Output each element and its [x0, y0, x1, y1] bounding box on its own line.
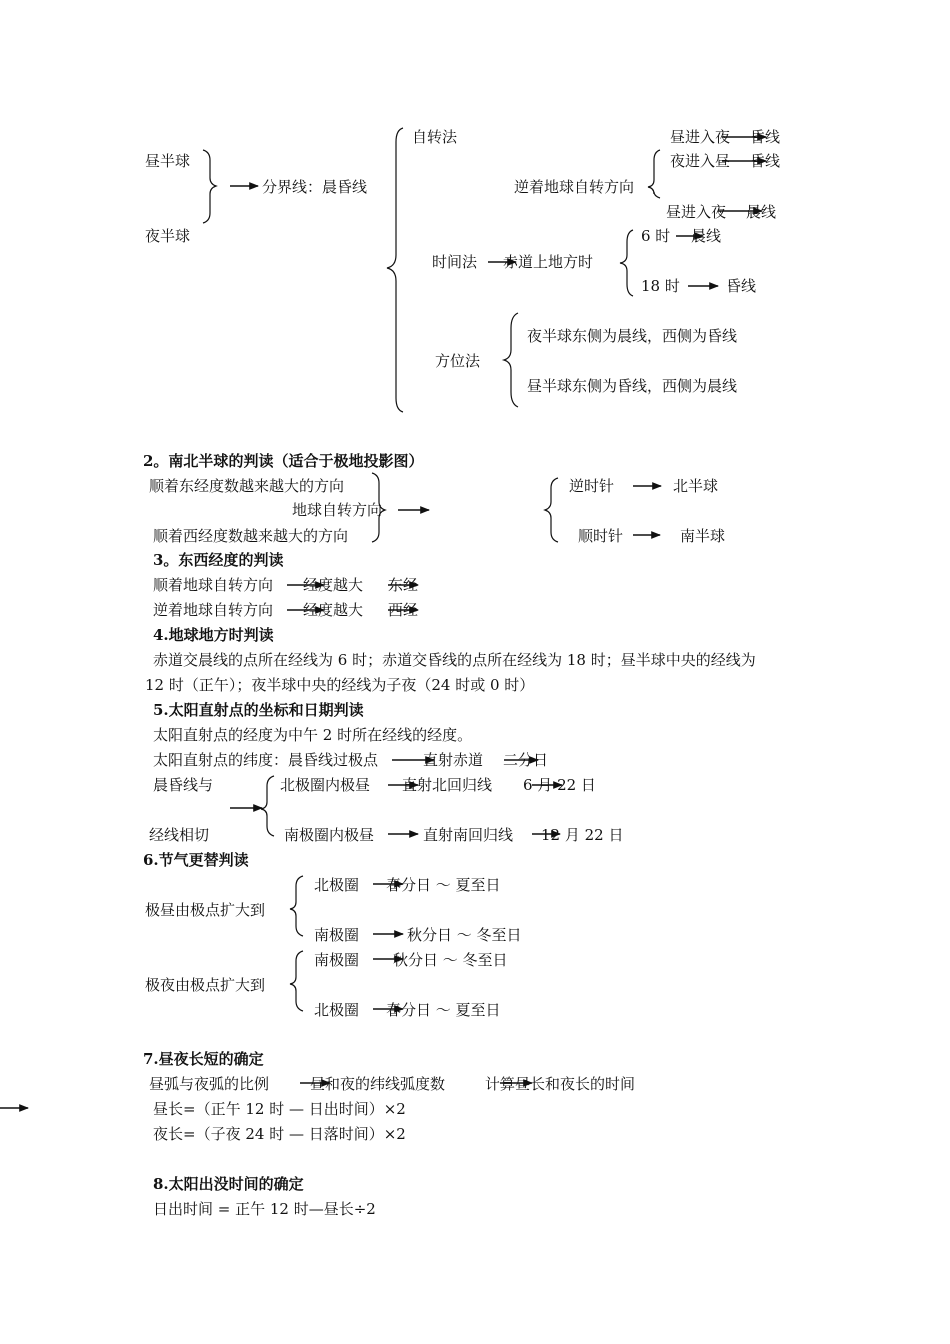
brace-hemispheres — [203, 150, 216, 223]
polar-night-south-range: 秋分日 ～ 冬至日 — [393, 951, 508, 969]
day-rule-text: 昼半球东侧为昏线，西侧为晨线 — [527, 377, 738, 395]
section-6-heading: 6.节气更替判读 — [143, 851, 249, 869]
counterclockwise-text: 逆时针 — [569, 477, 615, 495]
polar-day-south-range: 秋分日 ～ 冬至日 — [407, 926, 522, 944]
six-oclock-label: 6 时 — [641, 227, 671, 245]
boundary-label: 分界线：晨昏线 — [262, 178, 368, 196]
tangent-label-b: 经线相切 — [149, 826, 210, 844]
june-22-text: 6 月 22 日 — [523, 776, 596, 794]
section-4-heading: 4.地球地方时判读 — [153, 626, 274, 644]
longitude-increase-text: 经度越大 — [303, 601, 364, 619]
day-length-formula: 昼长=（正午 12 时 — 日出时间）×2 — [153, 1100, 406, 1118]
night-hemisphere-label: 夜半球 — [145, 227, 191, 245]
december-22-text: 12 月 22 日 — [541, 826, 624, 844]
dusk-line-label: 昏线 — [750, 152, 781, 170]
west-longitude-text: 西经 — [388, 601, 419, 619]
section-8-heading: 8.太阳出没时间的确定 — [153, 1175, 304, 1193]
rotation-direction-label: 逆着地球自转方向 — [514, 178, 635, 196]
polar-day-text: 极昼由极点扩大到 — [145, 901, 266, 919]
arctic-circle-text: 北极圈 — [314, 876, 360, 894]
section-2-heading: 2。南北半球的判读（适合于极地投影图） — [143, 452, 424, 470]
northern-hemisphere-text: 北半球 — [673, 477, 719, 495]
local-time-line-1: 赤道交晨线的点所在经线为 6 时；赤道交昏线的点所在经线为 18 时；昼半球中央的经线为 — [153, 651, 756, 669]
against-rotation-text: 逆着地球自转方向 — [153, 601, 274, 619]
time-method-label: 时间法 — [432, 253, 478, 271]
west-increase-text: 顺着西经度数越来越大的方向 — [153, 527, 349, 545]
rotation-method-label: 自转法 — [412, 128, 458, 146]
direction-method-label: 方位法 — [435, 352, 481, 370]
brace-polar-night — [290, 951, 303, 1011]
polar-night-text: 极夜由极点扩大到 — [145, 976, 266, 994]
antarctic-circle-text: 南极圈 — [314, 926, 360, 944]
subsolar-latitude-text: 太阳直射点的纬度：晨昏线过极点 — [153, 751, 379, 769]
equator-time-label: 赤道上地方时 — [503, 253, 594, 271]
polar-night-north-range: 春分日 ～ 夏至日 — [386, 1001, 501, 1019]
southern-hemisphere-text: 南半球 — [680, 527, 726, 545]
night-rule-text: 夜半球东侧为晨线，西侧为昏线 — [527, 327, 738, 345]
dusk-line-label: 昏线 — [726, 277, 757, 295]
day-to-night-label: 昼进入夜 — [670, 128, 731, 146]
direct-equator-text: 直射赤道 — [423, 751, 484, 769]
rotation-direction-text: 地球自转方向 — [292, 501, 383, 519]
dawn-line-label: 晨线 — [691, 227, 722, 245]
brace-direction — [504, 313, 518, 407]
brace-rotation — [648, 150, 660, 198]
arc-degree-text: 昼和夜的纬线弧度数 — [310, 1075, 446, 1093]
antarctic-polar-day-text: 南极圈内极昼 — [284, 826, 375, 844]
calculate-time-text: 计算昼长和夜长的时间 — [485, 1075, 636, 1093]
brace-time — [620, 230, 633, 296]
dusk-line-label: 昏线 — [750, 128, 781, 146]
eighteen-oclock-label: 18 时 — [641, 277, 680, 295]
antarctic-circle-text: 南极圈 — [314, 951, 360, 969]
equinox-text: 二分日 — [503, 751, 549, 769]
brace-hemi-result — [545, 478, 558, 542]
arctic-circle-text: 北极圈 — [314, 1001, 360, 1019]
tropic-cancer-text: 直射北回归线 — [402, 776, 493, 794]
sunrise-formula: 日出时间 = 正午 12 时—昼长÷2 — [153, 1200, 376, 1218]
subsolar-longitude-text: 太阳直射点的经度为中午 2 时所在经线的经度。 — [153, 726, 473, 744]
arctic-polar-day-text: 北极圈内极昼 — [280, 776, 371, 794]
tropic-capricorn-text: 直射南回归线 — [423, 826, 514, 844]
brace-polar-day — [290, 876, 303, 936]
brace-methods — [387, 128, 403, 412]
east-longitude-text: 东经 — [388, 576, 419, 594]
clockwise-text: 顺时针 — [578, 527, 624, 545]
tangent-label-a: 晨昏线与 — [153, 776, 214, 794]
day-to-night-label: 昼进入夜 — [666, 203, 727, 221]
section-5-heading: 5.太阳直射点的坐标和日期判读 — [153, 701, 364, 719]
polar-day-north-range: 春分日 ～ 夏至日 — [386, 876, 501, 894]
local-time-line-2: 12 时（正午）；夜半球中央的经线为子夜（24 时或 0 时） — [145, 676, 535, 694]
day-hemisphere-label: 昼半球 — [145, 152, 191, 170]
night-length-formula: 夜长=（子夜 24 时 — 日落时间）×2 — [153, 1125, 406, 1143]
with-rotation-text: 顺着地球自转方向 — [153, 576, 274, 594]
arc-ratio-text: 昼弧与夜弧的比例 — [149, 1075, 270, 1093]
section-7-heading: 7.昼夜长短的确定 — [143, 1050, 264, 1068]
brace-tangent — [261, 776, 274, 836]
longitude-increase-text: 经度越大 — [303, 576, 364, 594]
section-3-heading: 3。东西经度的判读 — [153, 551, 284, 569]
night-to-day-label: 夜进入昼 — [670, 152, 731, 170]
east-increase-text: 顺着东经度数越来越大的方向 — [149, 477, 345, 495]
dawn-line-label: 晨线 — [746, 203, 777, 221]
